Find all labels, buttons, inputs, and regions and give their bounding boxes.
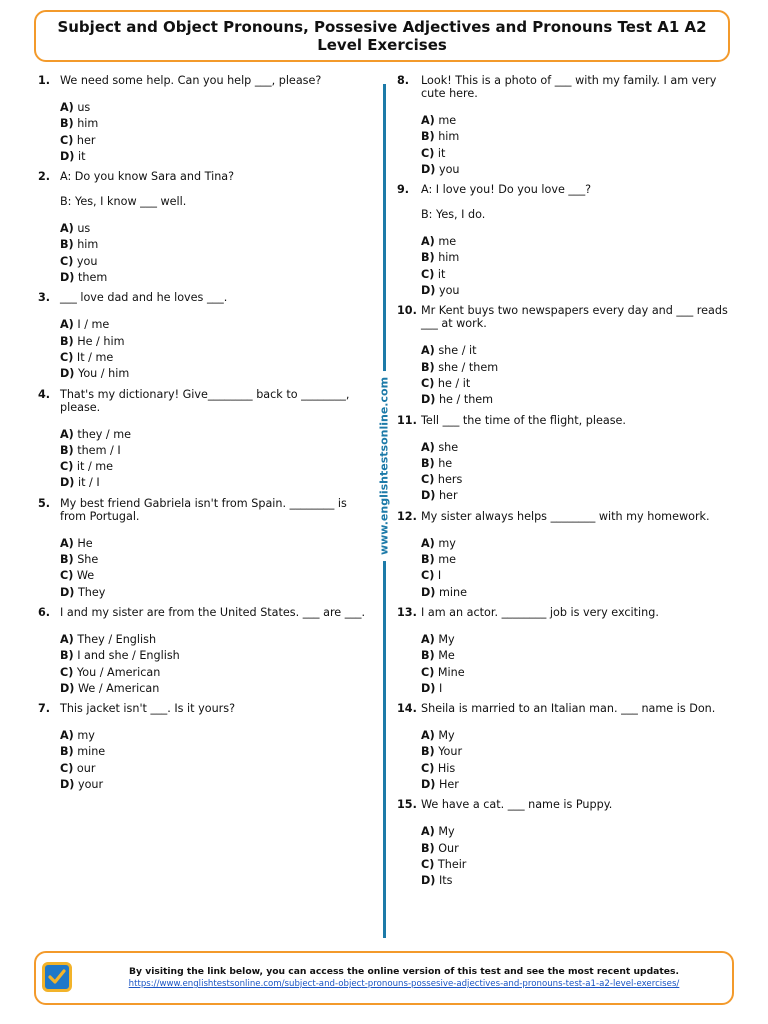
option-text: me	[438, 235, 457, 249]
option-text: We / American	[77, 681, 160, 695]
answer-option[interactable]	[60, 334, 368, 350]
option-letter: C)	[421, 146, 435, 160]
option-letter: A)	[421, 729, 435, 743]
option-letter: A)	[421, 440, 435, 454]
option-letter: C)	[421, 267, 435, 281]
question-text: We have a cat. ___ name is Puppy.	[421, 798, 613, 812]
option-text: You / American	[76, 665, 161, 679]
option-letter: C)	[421, 376, 435, 390]
option-letter: A)	[421, 344, 435, 358]
option-text: I	[437, 569, 442, 583]
option-text: She	[77, 553, 99, 567]
option-text: us	[77, 101, 91, 114]
question	[397, 414, 737, 505]
option-letter: A)	[421, 114, 435, 127]
option-letter: D)	[60, 149, 75, 163]
options-list	[38, 317, 368, 382]
answer-option[interactable]	[60, 100, 368, 116]
option-letter: C)	[60, 569, 74, 583]
option-text: my	[438, 536, 456, 550]
option-text: My	[438, 632, 455, 646]
option-text: she / it	[438, 344, 477, 358]
answer-option[interactable]	[60, 133, 368, 149]
options-list	[397, 824, 737, 889]
option-letter: D)	[421, 778, 436, 792]
question-line	[397, 304, 737, 330]
answer-option[interactable]	[421, 360, 737, 376]
option-letter: A)	[60, 101, 74, 114]
option-text: it / me	[76, 460, 114, 474]
question	[397, 702, 737, 793]
question	[397, 74, 737, 178]
option-letter: B)	[421, 841, 435, 855]
option-letter: C)	[421, 857, 435, 871]
answer-option[interactable]	[421, 728, 737, 744]
question-line	[397, 414, 737, 427]
footer-box	[34, 951, 734, 1005]
option-text: they / me	[77, 427, 131, 441]
question-line	[38, 497, 368, 523]
option-letter: B)	[421, 553, 435, 567]
answer-option[interactable]	[421, 552, 737, 568]
answer-option[interactable]	[421, 392, 737, 408]
question	[38, 291, 368, 382]
option-letter: B)	[60, 238, 74, 252]
option-letter: B)	[421, 130, 435, 144]
question-text: Mr Kent buys two newspapers every day and ___ reads ___ at work.	[421, 304, 728, 331]
option-text: Its	[438, 874, 453, 888]
question-text: Sheila is married to an Italian man. ___ name is Don.	[421, 702, 716, 716]
question-text: I and my sister are from the United States. ___ are ___.	[60, 605, 366, 619]
question-number: 9.	[397, 183, 410, 197]
option-text: it	[437, 267, 446, 281]
answer-option[interactable]	[60, 270, 368, 286]
answer-option[interactable]	[421, 873, 737, 889]
option-text: him	[77, 238, 99, 252]
question-number: 5.	[38, 496, 51, 510]
answer-option[interactable]	[421, 648, 737, 664]
answer-option[interactable]	[60, 777, 368, 793]
answer-option[interactable]	[421, 234, 737, 250]
option-letter: B)	[60, 649, 74, 663]
option-text: he / them	[438, 393, 494, 407]
option-letter: D)	[60, 271, 75, 285]
option-text: your	[77, 778, 104, 792]
answer-option[interactable]	[60, 648, 368, 664]
options-list	[397, 440, 737, 505]
answer-option[interactable]	[60, 237, 368, 253]
question-text: Tell ___ the time of the flight, please.	[421, 413, 626, 427]
footer-link[interactable]: https://www.englishtestsonline.com/subject-and-object-pronouns-possesive-adjectives-and-pronouns-test-a1-a2-level-exercises/	[128, 979, 680, 989]
question-number: 13.	[397, 605, 417, 619]
options-list	[397, 536, 737, 601]
option-text: mine	[77, 745, 106, 759]
question-text: A: Do you know Sara and Tina?	[60, 170, 235, 184]
option-letter: C)	[60, 665, 74, 679]
question-line	[38, 170, 368, 183]
option-text: her	[76, 133, 96, 147]
option-letter: B)	[421, 251, 435, 265]
answer-option[interactable]	[60, 350, 368, 366]
option-letter: B)	[421, 649, 435, 663]
option-letter: C)	[60, 761, 74, 775]
answer-option[interactable]	[421, 472, 737, 488]
answer-option[interactable]	[60, 116, 368, 132]
question-line	[38, 606, 368, 619]
answer-option[interactable]	[60, 254, 368, 270]
option-letter: D)	[60, 778, 75, 792]
answer-option[interactable]	[421, 744, 737, 760]
option-text: our	[76, 761, 96, 775]
options-list	[38, 632, 368, 697]
option-letter: B)	[60, 553, 74, 567]
watermark: www.englishtestsonline.com	[374, 371, 395, 561]
options-list	[38, 536, 368, 601]
option-text: My	[438, 729, 455, 743]
option-letter: D)	[421, 585, 436, 599]
option-letter: A)	[421, 825, 435, 839]
question-text-second-line: B: Yes, I do.	[421, 208, 486, 222]
answer-option[interactable]	[421, 585, 737, 601]
option-letter: A)	[60, 729, 74, 743]
question-number: 12.	[397, 509, 417, 523]
answer-option[interactable]	[421, 857, 737, 873]
question	[397, 183, 737, 299]
option-text: you	[438, 284, 460, 298]
option-text: I	[438, 681, 443, 695]
option-letter: B)	[421, 456, 435, 470]
option-text: me	[438, 553, 456, 567]
option-letter: C)	[60, 254, 74, 268]
option-letter: C)	[421, 473, 435, 487]
option-letter: C)	[421, 569, 435, 583]
option-text: him	[438, 251, 460, 265]
option-letter: D)	[60, 585, 75, 599]
option-text: I and she / English	[77, 649, 180, 663]
question-line	[397, 702, 737, 715]
option-letter: B)	[60, 117, 74, 131]
question	[38, 74, 368, 165]
question-text: ___ love dad and he loves ___.	[60, 291, 228, 305]
answer-option[interactable]	[421, 343, 737, 359]
question	[397, 510, 737, 601]
question-number: 7.	[38, 702, 51, 716]
answer-option[interactable]	[421, 146, 737, 162]
option-letter: B)	[60, 745, 74, 759]
question-text: We need some help. Can you help ___, please?	[60, 74, 322, 87]
option-letter: A)	[60, 427, 74, 441]
question-number: 10.	[397, 304, 417, 318]
option-letter: C)	[421, 665, 435, 679]
question	[38, 388, 368, 492]
option-text: him	[77, 117, 99, 131]
answer-option[interactable]	[421, 456, 737, 472]
option-letter: D)	[421, 284, 436, 298]
question	[397, 304, 737, 408]
answer-option[interactable]	[60, 568, 368, 584]
options-list	[397, 343, 737, 408]
options-list	[397, 113, 737, 178]
answer-option[interactable]	[60, 744, 368, 760]
option-letter: B)	[421, 745, 435, 759]
question-text: My best friend Gabriela isn't from Spain. ________ is from Portugal.	[60, 496, 347, 523]
option-text: It / me	[76, 350, 114, 364]
options-list	[397, 632, 737, 697]
answer-option[interactable]	[60, 427, 368, 443]
option-letter: A)	[421, 632, 435, 646]
question-line	[38, 291, 368, 304]
question-line	[38, 702, 368, 715]
question-text: This jacket isn't ___. Is it yours?	[60, 702, 236, 716]
option-text: He	[77, 536, 93, 550]
option-text: Me	[438, 649, 455, 663]
answer-option[interactable]	[421, 250, 737, 266]
option-text: We	[76, 569, 95, 583]
option-text: them	[77, 271, 108, 285]
answer-option[interactable]	[421, 536, 737, 552]
question-number: 3.	[38, 291, 51, 305]
question-number: 11.	[397, 413, 417, 427]
answer-option[interactable]	[421, 113, 737, 129]
option-letter: B)	[60, 443, 74, 457]
answer-option[interactable]	[421, 824, 737, 840]
answer-option[interactable]	[60, 149, 368, 165]
answer-option[interactable]	[60, 459, 368, 475]
footer-text	[86, 966, 722, 990]
answer-option[interactable]	[421, 665, 737, 681]
option-letter: A)	[421, 235, 435, 249]
answer-option[interactable]	[421, 162, 737, 178]
answer-option[interactable]	[60, 366, 368, 382]
answer-option[interactable]	[60, 536, 368, 552]
question	[38, 702, 368, 793]
option-letter: C)	[60, 133, 74, 147]
answer-option[interactable]	[60, 681, 368, 697]
question	[397, 606, 737, 697]
answer-option[interactable]	[60, 761, 368, 777]
question-text: I am an actor. ________ job is very exciting.	[421, 605, 659, 619]
option-text: she / them	[438, 360, 499, 374]
option-letter: D)	[60, 476, 75, 490]
option-text: them / I	[77, 443, 121, 457]
answer-option[interactable]	[421, 681, 737, 697]
option-text: My	[438, 825, 455, 839]
option-letter: C)	[60, 460, 74, 474]
option-text: it	[77, 149, 86, 163]
question-line	[38, 74, 368, 87]
option-text: it / I	[77, 476, 100, 490]
question-number: 6.	[38, 605, 51, 619]
option-text: They / English	[77, 632, 157, 646]
question	[397, 798, 737, 889]
option-letter: D)	[421, 874, 436, 888]
question-number: 1.	[38, 74, 51, 87]
option-text: he / it	[437, 376, 471, 390]
options-list	[397, 728, 737, 793]
answer-option[interactable]	[421, 440, 737, 456]
question-text: Look! This is a photo of ___ with my family. I am very cute here.	[421, 74, 717, 100]
option-text: They	[77, 585, 106, 599]
page-title: Subject and Object Pronouns, Possesive Adjectives and Pronouns Test A1 A2 Level Exercises	[57, 18, 707, 54]
option-text: I / me	[77, 318, 110, 332]
option-letter: D)	[421, 489, 436, 503]
answer-option[interactable]	[60, 221, 368, 237]
option-text: Her	[438, 778, 459, 792]
option-text: hers	[437, 473, 463, 487]
question-line	[397, 74, 737, 100]
answer-option[interactable]	[421, 488, 737, 504]
answer-option[interactable]	[421, 761, 737, 777]
answer-option[interactable]	[421, 267, 737, 283]
question	[38, 497, 368, 601]
answer-option[interactable]	[421, 841, 737, 857]
question-number: 2.	[38, 170, 51, 184]
option-letter: D)	[421, 393, 436, 407]
question-number: 8.	[397, 74, 410, 87]
footer-message: By visiting the link below, you can access the online version of this test and see the most recent updates.	[129, 966, 679, 977]
answer-option[interactable]	[421, 283, 737, 299]
question-line	[397, 183, 737, 196]
options-list	[38, 728, 368, 793]
options-list	[38, 100, 368, 165]
option-text: you	[438, 162, 460, 176]
answer-option[interactable]	[60, 728, 368, 744]
option-text: He / him	[77, 334, 125, 348]
option-text: His	[437, 761, 456, 775]
option-text: me	[438, 114, 457, 127]
question-number: 4.	[38, 387, 51, 401]
option-letter: B)	[421, 360, 435, 374]
answer-option[interactable]	[60, 475, 368, 491]
option-text: you	[76, 254, 98, 268]
option-letter: D)	[60, 681, 75, 695]
checkbox-icon	[42, 962, 72, 992]
option-text: You / him	[77, 367, 130, 381]
options-list	[38, 427, 368, 492]
option-text: Your	[438, 745, 463, 759]
option-letter: D)	[421, 162, 436, 176]
title-box	[34, 10, 730, 62]
answer-option[interactable]	[421, 129, 737, 145]
options-list	[38, 221, 368, 286]
question	[38, 606, 368, 697]
answer-option[interactable]	[60, 443, 368, 459]
option-letter: A)	[421, 536, 435, 550]
answer-option[interactable]	[60, 632, 368, 648]
option-letter: C)	[60, 350, 74, 364]
question-number: 15.	[397, 798, 417, 812]
answer-option[interactable]	[421, 568, 737, 584]
question-number: 14.	[397, 702, 417, 716]
option-text: he	[438, 456, 453, 470]
right-column	[397, 74, 737, 895]
option-text: Mine	[437, 665, 465, 679]
options-list	[397, 234, 737, 299]
option-letter: D)	[421, 681, 436, 695]
option-text: him	[438, 130, 460, 144]
option-text: us	[77, 222, 91, 236]
answer-option[interactable]	[60, 552, 368, 568]
question-text: That's my dictionary! Give________ back to ________, please.	[60, 387, 350, 414]
question	[38, 170, 368, 286]
question-text: A: I love you! Do you love ___?	[421, 183, 592, 197]
option-letter: D)	[60, 367, 75, 381]
option-letter: C)	[421, 761, 435, 775]
answer-option[interactable]	[421, 777, 737, 793]
question-line	[397, 798, 737, 811]
answer-option[interactable]	[60, 585, 368, 601]
option-letter: A)	[60, 222, 74, 236]
option-text: my	[77, 729, 95, 743]
question-text: My sister always helps ________ with my homework.	[421, 509, 710, 523]
option-text: Our	[438, 841, 459, 855]
left-column	[38, 74, 368, 798]
option-text: mine	[438, 585, 467, 599]
question-line	[38, 388, 368, 414]
option-text: Their	[437, 857, 467, 871]
answer-option[interactable]	[60, 317, 368, 333]
question-line	[397, 606, 737, 619]
answer-option[interactable]	[421, 632, 737, 648]
option-letter: A)	[60, 536, 74, 550]
option-letter: A)	[60, 632, 74, 646]
option-letter: A)	[60, 318, 74, 332]
option-text: her	[438, 489, 458, 503]
question-line	[397, 510, 737, 523]
option-letter: B)	[60, 334, 74, 348]
question-text-second-line: B: Yes, I know ___ well.	[60, 195, 187, 209]
answer-option[interactable]	[421, 376, 737, 392]
option-text: she	[438, 440, 459, 454]
answer-option[interactable]	[60, 665, 368, 681]
option-text: it	[437, 146, 446, 160]
